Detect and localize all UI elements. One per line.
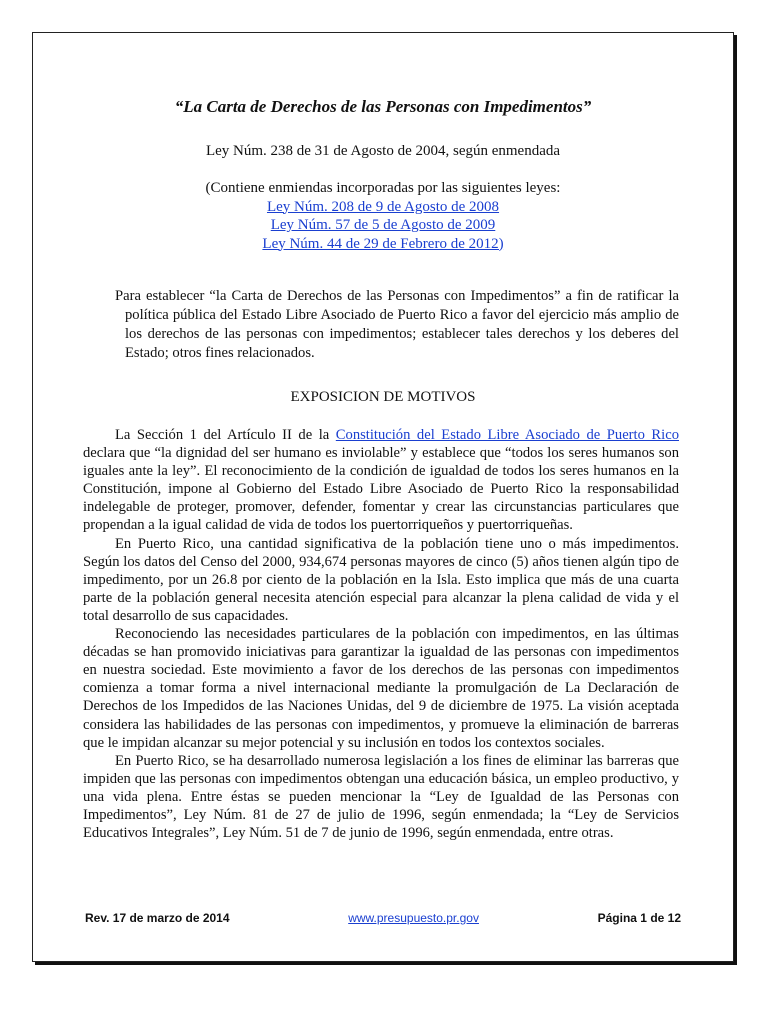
paragraph1-text-a: La Sección 1 del Artículo II de la [115, 427, 336, 443]
section-heading: EXPOSICION DE MOTIVOS [290, 389, 476, 405]
constitution-link[interactable]: Constitución del Estado Libre Asociado de Puerto Rico [335, 427, 679, 443]
document-subtitle: Ley Núm. 238 de 31 de Agosto de 2004, según enmendada [205, 143, 561, 159]
paragraph1-text-b: declara que “la dignidad del ser humano es inviolable” y establece que “todos los seres humanos son iguales ante la ley”. El reconocimiento de la condición de igualdad de todos los seres humanos en la Constitución, impone al Gobierno del Estado Libre Asociado de Puerto Rico la responsabilidad indelegable de proteger, promover, defender, fomentar y crear las circunstancias particulares que propendan a la igual calidad de vida de todos los puertorriqueños y puertorriqueñas. [83, 445, 679, 534]
amendment-link-2012[interactable]: Ley Núm. 44 de 29 de Febrero de 2012) [262, 235, 504, 252]
website-link[interactable]: www.presupuesto.pr.gov [348, 911, 479, 925]
body-paragraph-2: En Puerto Rico, una cantidad significativa de la población tiene uno o más impedimentos. Según los datos del Censo del 2000, 934,674 personas mayores de cinco (5) años tienen algún tipo de impedimento, por un 26.8 por ciento de la población en la Isla. Esto implica que más de una cuarta parte de la población general necesita atención especial para alcanzar la plena calidad de vida y el total desarrollo de sus capacidades. [83, 535, 679, 624]
body-paragraph-3: Reconociendo las necesidades particulares de la población con impedimentos, en las últimas décadas se han promovido iniciativas para garantizar la igualdad de las personas con impedimentos en nuestra sociedad. Este movimiento a favor de los derechos de las personas con impedimentos comienza a tomar forma a nivel internacional mediante la promulgación de La Declaración de Derechos de los Impedidos de las Naciones Unidas, del 9 de diciembre de 1975. La visión aceptada considera las habilidades de las personas con impedimentos, y promueve la eliminación de barreras que le impidan alcanzar su mejor potencial y su inclusión en todos los contextos sociales. [83, 626, 679, 751]
amendment-link-2009[interactable]: Ley Núm. 57 de 5 de Agosto de 2009 [270, 217, 496, 233]
amendments-block [33, 179, 733, 253]
body-paragraph-1 [83, 426, 679, 535]
amendment-link-2008[interactable]: Ley Núm. 208 de 9 de Agosto de 2008 [266, 198, 500, 215]
page-footer [85, 911, 681, 925]
document-page [32, 32, 734, 962]
page-number: Página 1 de 12 [597, 911, 681, 925]
document-body [83, 426, 679, 842]
document-title: “La Carta de Derechos de las Personas con Impedimentos” [174, 97, 592, 116]
purpose-paragraph: Para establecer “la Carta de Derechos de las Personas con Impedimentos” a fin de ratificar la política pública del Estado Libre Asociado de Puerto Rico a favor del ejercicio más amplio de los derechos de las personas con impedimentos; establecer tales derechos y los deberes del Estado; otros fines relacionados. [115, 288, 679, 361]
body-paragraph-4: En Puerto Rico, se ha desarrollado numerosa legislación a los fines de eliminar las barreras que impiden que las personas con impedimentos obtengan una educación básica, un empleo productivo, y una vida plena. Entre éstas se pueden mencionar la “Ley de Igualdad de las Personas con Impedimentos”, Ley Núm. 81 de 27 de julio de 1996, según enmendada; la “Ley de Servicios Educativos Integrales”, Ley Núm. 51 de 7 de junio de 1996, según enmendada, entre otras. [83, 752, 679, 842]
revision-date: Rev. 17 de marzo de 2014 [85, 911, 230, 925]
amendments-intro: (Contiene enmiendas incorporadas por las siguientes leyes: [205, 180, 561, 196]
